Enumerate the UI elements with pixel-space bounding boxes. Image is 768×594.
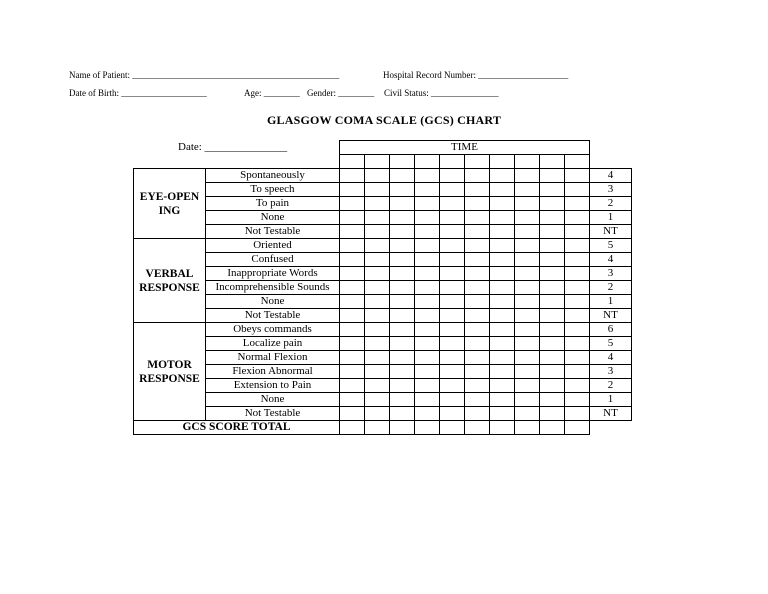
score-entry-cell[interactable] [540,169,565,183]
score-entry-cell[interactable] [490,379,515,393]
score-entry-cell[interactable] [540,351,565,365]
score-value: NT [590,225,632,239]
score-entry-cell[interactable] [440,211,465,225]
age-field: Age: ________ [244,88,300,98]
score-entry-cell[interactable] [465,169,490,183]
score-entry-cell[interactable] [515,183,540,197]
score-entry-cell[interactable] [565,183,590,197]
score-entry-cell[interactable] [490,211,515,225]
score-value: NT [590,309,632,323]
score-entry-cell[interactable] [565,337,590,351]
score-entry-cell[interactable] [365,295,390,309]
time-slot-cell[interactable] [515,155,540,169]
score-entry-cell[interactable] [390,407,415,421]
motor-response-row [134,393,632,407]
total-label: GCS SCORE TOTAL [134,421,340,435]
score-entry-cell[interactable] [390,169,415,183]
score-entry-cell[interactable] [415,267,440,281]
score-entry-cell[interactable] [565,239,590,253]
score-entry-cell[interactable] [365,281,390,295]
score-entry-cell[interactable] [565,295,590,309]
score-entry-cell[interactable] [490,239,515,253]
score-entry-cell[interactable] [490,253,515,267]
verbal-response-row [134,239,632,253]
score-entry-cell[interactable] [540,407,565,421]
verbal-response-row [134,295,632,309]
score-entry-cell[interactable] [465,239,490,253]
score-entry-cell[interactable] [540,323,565,337]
score-entry-cell[interactable] [515,281,540,295]
score-entry-cell[interactable] [490,295,515,309]
score-value: 1 [590,393,632,407]
score-entry-cell[interactable] [415,211,440,225]
score-entry-cell[interactable] [390,393,415,407]
eye-opening-row [134,169,632,183]
score-entry-cell[interactable] [565,309,590,323]
score-value: 6 [590,323,632,337]
score-entry-cell[interactable] [415,351,440,365]
score-entry-cell[interactable] [490,183,515,197]
time-slot-cell[interactable] [340,155,365,169]
score-entry-cell[interactable] [540,239,565,253]
score-entry-cell[interactable] [540,379,565,393]
score-entry-cell[interactable] [565,379,590,393]
score-entry-cell[interactable] [565,393,590,407]
score-entry-cell[interactable] [415,239,440,253]
total-entry-cell[interactable] [365,421,390,435]
score-entry-cell[interactable] [340,169,365,183]
score-entry-cell[interactable] [540,183,565,197]
score-entry-cell[interactable] [440,407,465,421]
time-slot-cell[interactable] [390,155,415,169]
score-value: 3 [590,267,632,281]
score-entry-cell[interactable] [565,267,590,281]
date-of-birth-field: Date of Birth: ___________________ [69,88,207,98]
score-entry-cell[interactable] [415,295,440,309]
score-entry-cell[interactable] [415,323,440,337]
blank-cell [134,155,340,169]
score-entry-cell[interactable] [365,365,390,379]
eye-opening-category: EYE-OPEN ING [134,169,206,239]
gender-field: Gender: ________ [307,88,375,98]
score-entry-cell[interactable] [415,393,440,407]
score-entry-cell[interactable] [515,351,540,365]
score-entry-cell[interactable] [515,253,540,267]
response-label: To pain [206,197,340,211]
score-entry-cell[interactable] [415,225,440,239]
score-entry-cell[interactable] [440,309,465,323]
eye-opening-row [134,183,632,197]
score-entry-cell[interactable] [390,225,415,239]
score-entry-cell[interactable] [340,281,365,295]
score-entry-cell[interactable] [415,183,440,197]
total-entry-cell[interactable] [390,421,415,435]
score-entry-cell[interactable] [465,379,490,393]
score-entry-cell[interactable] [340,183,365,197]
score-value: 4 [590,351,632,365]
score-value: 2 [590,379,632,393]
civil-status-field: Civil Status: _______________ [384,88,499,98]
total-entry-cell[interactable] [565,421,590,435]
score-entry-cell[interactable] [390,253,415,267]
score-entry-cell[interactable] [415,169,440,183]
score-entry-cell[interactable] [340,211,365,225]
score-entry-cell[interactable] [565,365,590,379]
score-value: 5 [590,239,632,253]
patient-name-field: Name of Patient: ______________________________________________ [69,70,340,80]
score-entry-cell[interactable] [540,211,565,225]
score-entry-cell[interactable] [490,309,515,323]
score-entry-cell[interactable] [390,379,415,393]
score-entry-cell[interactable] [465,365,490,379]
eye-opening-row [134,197,632,211]
score-entry-cell[interactable] [365,337,390,351]
score-entry-cell[interactable] [440,337,465,351]
time-slot-cell[interactable] [415,155,440,169]
score-entry-cell[interactable] [515,407,540,421]
score-entry-cell[interactable] [440,239,465,253]
score-entry-cell[interactable] [365,211,390,225]
score-entry-cell[interactable] [490,281,515,295]
score-entry-cell[interactable] [365,169,390,183]
score-entry-cell[interactable] [465,211,490,225]
score-entry-cell[interactable] [365,253,390,267]
score-entry-cell[interactable] [540,365,565,379]
score-entry-cell[interactable] [540,393,565,407]
score-entry-cell[interactable] [515,393,540,407]
score-entry-cell[interactable] [390,309,415,323]
verbal-response-row [134,267,632,281]
gcs-table [133,140,632,435]
score-entry-cell[interactable] [565,351,590,365]
score-entry-cell[interactable] [390,365,415,379]
page-title: GLASGOW COMA SCALE (GCS) CHART [266,113,502,127]
score-value: NT [590,407,632,421]
score-entry-cell[interactable] [515,295,540,309]
score-entry-cell[interactable] [465,393,490,407]
score-entry-cell[interactable] [515,323,540,337]
score-entry-cell[interactable] [540,225,565,239]
blank-cell [590,155,632,169]
score-entry-cell[interactable] [340,197,365,211]
score-entry-cell[interactable] [340,267,365,281]
score-value: 4 [590,253,632,267]
score-value: 2 [590,197,632,211]
score-entry-cell[interactable] [365,379,390,393]
score-entry-cell[interactable] [390,183,415,197]
score-entry-cell[interactable] [465,225,490,239]
score-entry-cell[interactable] [340,407,365,421]
motor-response-row [134,351,632,365]
score-entry-cell[interactable] [565,197,590,211]
score-entry-cell[interactable] [540,253,565,267]
total-entry-cell[interactable] [515,421,540,435]
score-entry-cell[interactable] [465,407,490,421]
score-value: 4 [590,169,632,183]
score-entry-cell[interactable] [565,211,590,225]
score-entry-cell[interactable] [365,225,390,239]
time-header: TIME [340,141,590,155]
score-entry-cell[interactable] [365,183,390,197]
motor-response-row [134,337,632,351]
score-entry-cell[interactable] [440,281,465,295]
blank-cell [590,141,632,155]
score-entry-cell[interactable] [440,225,465,239]
response-label: Spontaneously [206,169,340,183]
score-entry-cell[interactable] [540,267,565,281]
score-entry-cell[interactable] [515,239,540,253]
score-entry-cell[interactable] [390,337,415,351]
score-entry-cell[interactable] [440,183,465,197]
score-entry-cell[interactable] [440,253,465,267]
score-entry-cell[interactable] [390,267,415,281]
score-entry-cell[interactable] [390,323,415,337]
score-value: 1 [590,295,632,309]
score-entry-cell[interactable] [415,337,440,351]
response-label: Not Testable [206,225,340,239]
score-entry-cell[interactable] [340,239,365,253]
score-entry-cell[interactable] [365,393,390,407]
score-entry-cell[interactable] [465,183,490,197]
score-entry-cell[interactable] [565,281,590,295]
score-value: 3 [590,365,632,379]
score-entry-cell[interactable] [465,267,490,281]
score-entry-cell[interactable] [515,379,540,393]
response-label: Obeys commands [206,323,340,337]
score-entry-cell[interactable] [440,365,465,379]
time-slot-cell[interactable] [365,155,390,169]
score-entry-cell[interactable] [340,351,365,365]
score-entry-cell[interactable] [440,197,465,211]
score-entry-cell[interactable] [490,197,515,211]
score-entry-cell[interactable] [390,239,415,253]
score-entry-cell[interactable] [340,253,365,267]
score-entry-cell[interactable] [465,309,490,323]
total-entry-cell[interactable] [440,421,465,435]
score-entry-cell[interactable] [515,309,540,323]
score-entry-cell[interactable] [515,197,540,211]
score-entry-cell[interactable] [540,281,565,295]
eye-opening-row [134,225,632,239]
score-entry-cell[interactable] [365,407,390,421]
score-entry-cell[interactable] [340,323,365,337]
score-entry-cell[interactable] [415,253,440,267]
score-entry-cell[interactable] [440,323,465,337]
score-entry-cell[interactable] [390,211,415,225]
score-entry-cell[interactable] [340,393,365,407]
score-entry-cell[interactable] [565,253,590,267]
score-entry-cell[interactable] [365,351,390,365]
response-label: None [206,393,340,407]
time-slot-cell[interactable] [440,155,465,169]
score-entry-cell[interactable] [515,225,540,239]
response-label: Flexion Abnormal [206,365,340,379]
response-label: Inappropriate Words [206,267,340,281]
score-entry-cell[interactable] [465,351,490,365]
score-entry-cell[interactable] [540,309,565,323]
response-label: None [206,295,340,309]
motor-response-category: MOTOR RESPONSE [134,323,206,421]
response-label: Incomprehensible Sounds [206,281,340,295]
score-entry-cell[interactable] [490,337,515,351]
verbal-response-row [134,309,632,323]
score-entry-cell[interactable] [465,281,490,295]
score-entry-cell[interactable] [340,295,365,309]
score-entry-cell[interactable] [440,379,465,393]
score-entry-cell[interactable] [515,337,540,351]
response-label: Not Testable [206,407,340,421]
response-label: To speech [206,183,340,197]
blank-cell [590,421,632,435]
score-entry-cell[interactable] [490,323,515,337]
response-label: None [206,211,340,225]
score-entry-cell[interactable] [440,169,465,183]
score-entry-cell[interactable] [415,407,440,421]
score-entry-cell[interactable] [465,295,490,309]
score-entry-cell[interactable] [515,211,540,225]
total-entry-cell[interactable] [540,421,565,435]
score-entry-cell[interactable] [490,365,515,379]
motor-response-row [134,365,632,379]
score-entry-cell[interactable] [465,323,490,337]
score-entry-cell[interactable] [565,169,590,183]
score-value: 2 [590,281,632,295]
time-slot-row [134,155,632,169]
score-value: 1 [590,211,632,225]
score-entry-cell[interactable] [440,351,465,365]
score-value: 3 [590,183,632,197]
score-entry-cell[interactable] [465,197,490,211]
score-entry-cell[interactable] [340,379,365,393]
hospital-record-field: Hospital Record Number: ____________________ [383,70,569,80]
blank-cell [134,141,340,155]
score-entry-cell[interactable] [490,351,515,365]
motor-response-row [134,379,632,393]
time-header-row [134,141,632,155]
motor-response-row [134,407,632,421]
score-entry-cell[interactable] [340,225,365,239]
score-entry-cell[interactable] [390,197,415,211]
score-entry-cell[interactable] [415,365,440,379]
score-entry-cell[interactable] [365,267,390,281]
motor-response-row [134,323,632,337]
score-entry-cell[interactable] [515,365,540,379]
score-entry-cell[interactable] [515,267,540,281]
score-entry-cell[interactable] [565,323,590,337]
total-entry-cell[interactable] [490,421,515,435]
score-entry-cell[interactable] [490,169,515,183]
response-label: Localize pain [206,337,340,351]
score-entry-cell[interactable] [390,351,415,365]
total-entry-cell[interactable] [465,421,490,435]
score-entry-cell[interactable] [390,295,415,309]
score-entry-cell[interactable] [565,225,590,239]
verbal-response-row [134,281,632,295]
score-entry-cell[interactable] [490,225,515,239]
score-entry-cell[interactable] [365,239,390,253]
time-slot-cell[interactable] [465,155,490,169]
response-label: Oriented [206,239,340,253]
score-entry-cell[interactable] [490,267,515,281]
score-entry-cell[interactable] [540,337,565,351]
score-entry-cell[interactable] [365,197,390,211]
score-entry-cell[interactable] [465,253,490,267]
total-entry-cell[interactable] [340,421,365,435]
score-entry-cell[interactable] [440,267,465,281]
time-slot-cell[interactable] [540,155,565,169]
score-entry-cell[interactable] [415,379,440,393]
score-entry-cell[interactable] [415,281,440,295]
score-entry-cell[interactable] [340,309,365,323]
response-label: Confused [206,253,340,267]
score-entry-cell[interactable] [340,365,365,379]
response-label: Not Testable [206,309,340,323]
score-entry-cell[interactable] [365,309,390,323]
score-entry-cell[interactable] [440,295,465,309]
eye-opening-row [134,211,632,225]
score-entry-cell[interactable] [565,407,590,421]
score-value: 5 [590,337,632,351]
total-entry-cell[interactable] [415,421,440,435]
response-label: Extension to Pain [206,379,340,393]
score-entry-cell[interactable] [440,393,465,407]
score-entry-cell[interactable] [415,197,440,211]
time-slot-cell[interactable] [565,155,590,169]
score-entry-cell[interactable] [415,309,440,323]
score-entry-cell[interactable] [390,281,415,295]
score-entry-cell[interactable] [365,323,390,337]
verbal-response-category: VERBAL RESPONSE [134,239,206,323]
score-entry-cell[interactable] [540,197,565,211]
total-row [134,421,632,435]
score-entry-cell[interactable] [540,295,565,309]
score-entry-cell[interactable] [490,407,515,421]
verbal-response-row [134,253,632,267]
score-entry-cell[interactable] [515,169,540,183]
date-field: Date: _______________ [178,141,288,153]
response-label: Normal Flexion [206,351,340,365]
time-slot-cell[interactable] [490,155,515,169]
score-entry-cell[interactable] [340,337,365,351]
score-entry-cell[interactable] [490,393,515,407]
score-entry-cell[interactable] [465,337,490,351]
